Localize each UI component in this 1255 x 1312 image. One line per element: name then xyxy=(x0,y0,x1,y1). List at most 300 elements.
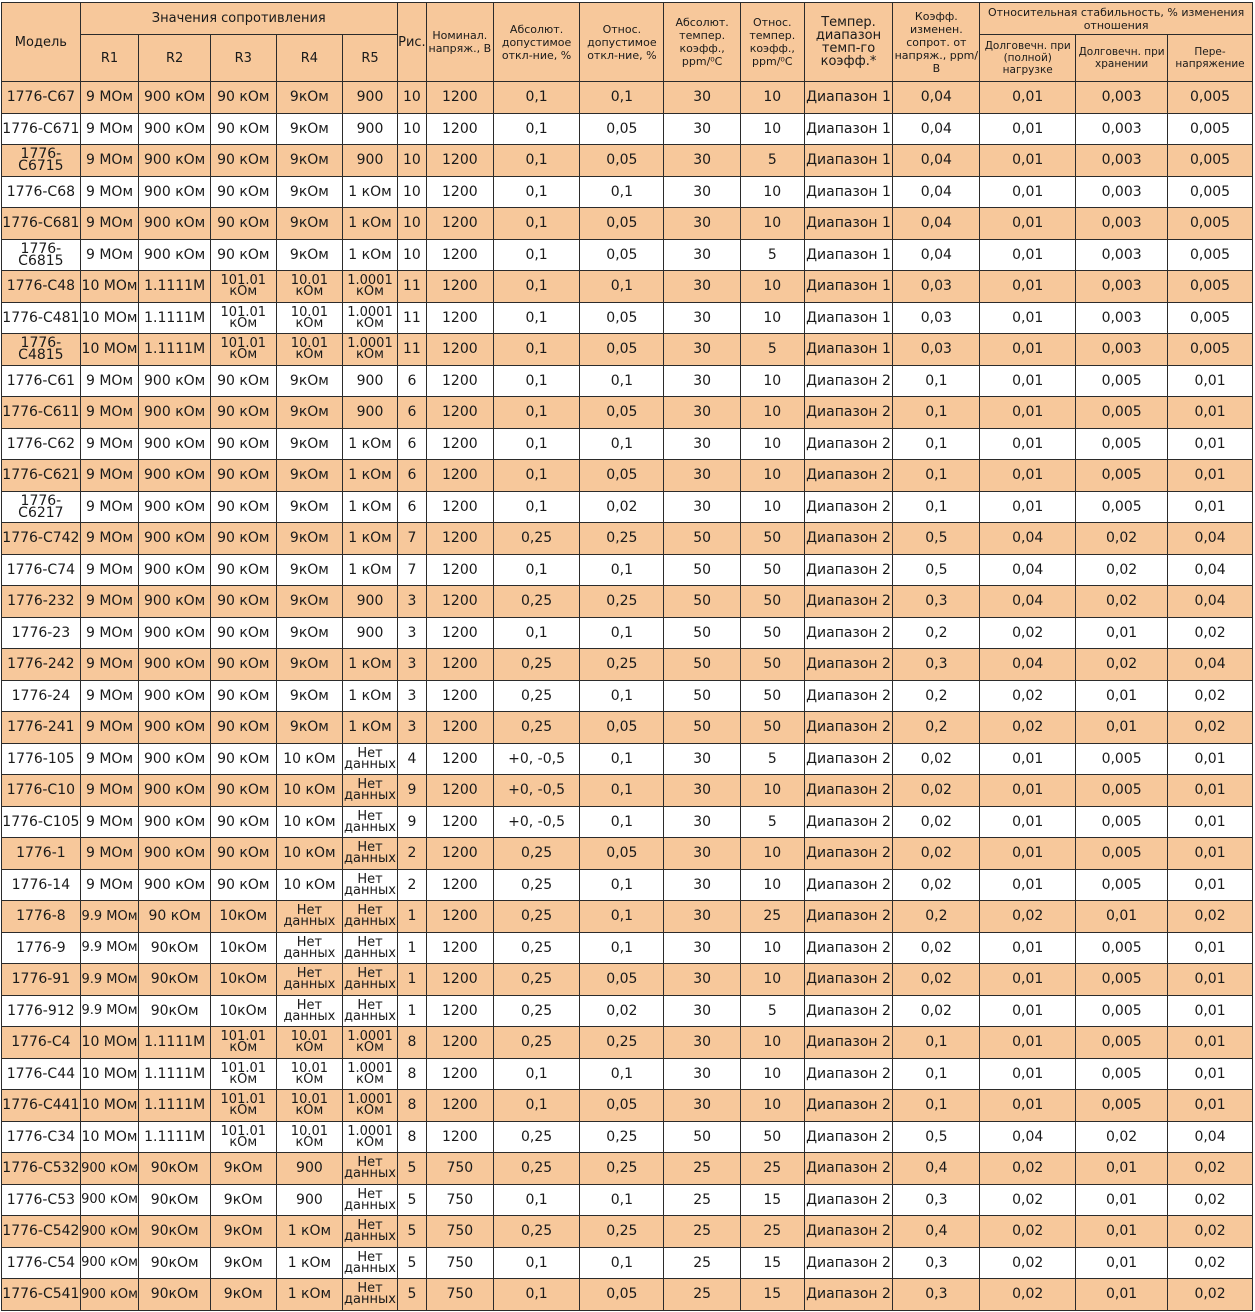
cell-rel-tc: 25 xyxy=(741,901,805,933)
cell-r5: 1 кОм xyxy=(343,428,398,460)
cell-r1: 900 кОм xyxy=(80,1216,139,1248)
cell-abs-tol: 0,1 xyxy=(493,460,580,492)
cell-vcr: 0,04 xyxy=(893,176,980,208)
cell-stab-storage: 0,01 xyxy=(1076,680,1168,712)
cell-rel-tc: 10 xyxy=(741,82,805,114)
cell-voltage: 1200 xyxy=(427,271,494,303)
table-row xyxy=(2,1216,1253,1248)
cell-stab-storage: 0,005 xyxy=(1076,869,1168,901)
cell-fig: 5 xyxy=(397,1153,426,1185)
cell-rel-tc: 50 xyxy=(741,586,805,618)
table-row xyxy=(2,460,1253,492)
cell-stab-storage: 0,005 xyxy=(1076,806,1168,838)
cell-stab-load: 0,02 xyxy=(980,1153,1076,1185)
cell-rel-tc: 10 xyxy=(741,1027,805,1059)
cell-abs-tc: 30 xyxy=(664,743,741,775)
cell-abs-tol: 0,25 xyxy=(493,1153,580,1185)
cell-r2: 900 кОм xyxy=(139,460,211,492)
cell-r4: 10.01 кОм xyxy=(276,1027,343,1059)
col-r1-header: R1 xyxy=(80,35,139,82)
cell-r1: 10 MОм xyxy=(80,1121,139,1153)
cell-r5: 1.0001 кОм xyxy=(343,334,398,366)
cell-rel-tc: 25 xyxy=(741,1216,805,1248)
cell-abs-tc: 25 xyxy=(664,1279,741,1311)
cell-model: 1776-C542 xyxy=(2,1216,81,1248)
cell-rel-tol: 0,1 xyxy=(580,1058,664,1090)
cell-abs-tol: 0,25 xyxy=(493,1027,580,1059)
cell-stab-load: 0,01 xyxy=(980,806,1076,838)
cell-voltage: 1200 xyxy=(427,869,494,901)
cell-voltage: 750 xyxy=(427,1279,494,1311)
cell-stab-load: 0,01 xyxy=(980,82,1076,114)
cell-model: 1776-C671 xyxy=(2,113,81,145)
cell-r3: 90 кОм xyxy=(210,82,276,114)
cell-r2: 1.1111M xyxy=(139,271,211,303)
cell-abs-tc: 30 xyxy=(664,302,741,334)
cell-abs-tol: 0,1 xyxy=(493,1279,580,1311)
cell-r5: 900 xyxy=(343,82,398,114)
cell-abs-tc: 30 xyxy=(664,460,741,492)
cell-r3: 101.01 кОм xyxy=(210,271,276,303)
cell-r5: 1 кОм xyxy=(343,491,398,523)
cell-vcr: 0,1 xyxy=(893,1058,980,1090)
cell-abs-tc: 50 xyxy=(664,712,741,744)
cell-r4: 1 кОм xyxy=(276,1247,343,1279)
cell-rel-tol: 0,05 xyxy=(580,239,664,271)
cell-r3: 90 кОм xyxy=(210,775,276,807)
cell-r5: Нет данных xyxy=(343,869,398,901)
cell-r4: Нет данных xyxy=(276,932,343,964)
cell-r5: Нет данных xyxy=(343,775,398,807)
cell-abs-tc: 50 xyxy=(664,617,741,649)
cell-stab-load: 0,01 xyxy=(980,491,1076,523)
cell-r2: 900 кОм xyxy=(139,176,211,208)
cell-vcr: 0,04 xyxy=(893,239,980,271)
cell-stab-load: 0,01 xyxy=(980,365,1076,397)
col-fig-header: Рис. xyxy=(397,3,426,82)
cell-abs-tc: 30 xyxy=(664,1090,741,1122)
table-row xyxy=(2,838,1253,870)
cell-rel-tc: 10 xyxy=(741,932,805,964)
cell-temp-range: Диапазон 1 xyxy=(804,145,893,177)
cell-stab-overvolt: 0,01 xyxy=(1168,1058,1253,1090)
cell-model: 1776-C4 xyxy=(2,1027,81,1059)
cell-vcr: 0,02 xyxy=(893,838,980,870)
cell-r2: 900 кОм xyxy=(139,239,211,271)
cell-r2: 900 кОм xyxy=(139,712,211,744)
cell-abs-tc: 30 xyxy=(664,1027,741,1059)
cell-voltage: 1200 xyxy=(427,964,494,996)
cell-r5: 900 xyxy=(343,365,398,397)
cell-model: 1776-C4815 xyxy=(2,334,81,366)
cell-fig: 9 xyxy=(397,806,426,838)
cell-rel-tol: 0,1 xyxy=(580,1184,664,1216)
cell-rel-tol: 0,25 xyxy=(580,1027,664,1059)
cell-stab-load: 0,02 xyxy=(980,617,1076,649)
cell-r2: 1.1111M xyxy=(139,1121,211,1153)
cell-voltage: 1200 xyxy=(427,932,494,964)
cell-r1: 9 MОм xyxy=(80,176,139,208)
cell-rel-tc: 50 xyxy=(741,523,805,555)
cell-r4: 9кОм xyxy=(276,239,343,271)
cell-r2: 1.1111M xyxy=(139,302,211,334)
cell-stab-load: 0,02 xyxy=(980,1279,1076,1311)
cell-vcr: 0,1 xyxy=(893,397,980,429)
cell-voltage: 1200 xyxy=(427,208,494,240)
cell-rel-tc: 15 xyxy=(741,1247,805,1279)
cell-abs-tol: 0,1 xyxy=(493,1090,580,1122)
cell-abs-tol: 0,25 xyxy=(493,586,580,618)
cell-r4: 9кОм xyxy=(276,491,343,523)
cell-model: 1776-912 xyxy=(2,995,81,1027)
cell-r4: 9кОм xyxy=(276,460,343,492)
cell-rel-tc: 10 xyxy=(741,365,805,397)
cell-temp-range: Диапазон 2 xyxy=(804,743,893,775)
cell-r1: 9 MОм xyxy=(80,208,139,240)
cell-r1: 9 MОм xyxy=(80,397,139,429)
cell-r1: 9 MОм xyxy=(80,586,139,618)
cell-stab-overvolt: 0,01 xyxy=(1168,1090,1253,1122)
cell-abs-tol: 0,1 xyxy=(493,397,580,429)
table-row xyxy=(2,365,1253,397)
cell-r4: 9кОм xyxy=(276,176,343,208)
cell-vcr: 0,02 xyxy=(893,964,980,996)
cell-temp-range: Диапазон 2 xyxy=(804,712,893,744)
cell-r1: 9 MОм xyxy=(80,113,139,145)
table-row xyxy=(2,397,1253,429)
table-row xyxy=(2,1153,1253,1185)
cell-r3: 101.01 кОм xyxy=(210,1121,276,1153)
cell-stab-storage: 0,003 xyxy=(1076,334,1168,366)
table-row xyxy=(2,208,1253,240)
cell-vcr: 0,3 xyxy=(893,649,980,681)
cell-voltage: 1200 xyxy=(427,302,494,334)
cell-abs-tc: 30 xyxy=(664,869,741,901)
cell-r5: 900 xyxy=(343,397,398,429)
cell-temp-range: Диапазон 2 xyxy=(804,1121,893,1153)
cell-abs-tol: 0,25 xyxy=(493,869,580,901)
cell-vcr: 0,3 xyxy=(893,586,980,618)
cell-r4: 9кОм xyxy=(276,208,343,240)
table-row xyxy=(2,334,1253,366)
cell-abs-tol: 0,1 xyxy=(493,271,580,303)
col-model-header: Модель xyxy=(2,3,81,82)
cell-voltage: 1200 xyxy=(427,712,494,744)
col-r4-header: R4 xyxy=(276,35,343,82)
table-row xyxy=(2,680,1253,712)
cell-rel-tc: 10 xyxy=(741,460,805,492)
cell-abs-tol: 0,1 xyxy=(493,334,580,366)
cell-rel-tc: 5 xyxy=(741,743,805,775)
cell-abs-tol: 0,1 xyxy=(493,491,580,523)
cell-temp-range: Диапазон 2 xyxy=(804,1279,893,1311)
cell-abs-tol: 0,25 xyxy=(493,1216,580,1248)
cell-r2: 900 кОм xyxy=(139,397,211,429)
cell-r2: 900 кОм xyxy=(139,743,211,775)
cell-r4: 9кОм xyxy=(276,649,343,681)
cell-abs-tc: 30 xyxy=(664,806,741,838)
cell-stab-storage: 0,003 xyxy=(1076,113,1168,145)
cell-r2: 900 кОм xyxy=(139,869,211,901)
cell-stab-load: 0,01 xyxy=(980,1027,1076,1059)
cell-rel-tc: 5 xyxy=(741,995,805,1027)
cell-stab-load: 0,04 xyxy=(980,1121,1076,1153)
cell-r4: 10.01 кОм xyxy=(276,1090,343,1122)
cell-r5: Нет данных xyxy=(343,964,398,996)
cell-stab-overvolt: 0,01 xyxy=(1168,964,1253,996)
cell-r3: 90 кОм xyxy=(210,208,276,240)
cell-abs-tc: 30 xyxy=(664,995,741,1027)
cell-stab-storage: 0,02 xyxy=(1076,649,1168,681)
cell-abs-tc: 25 xyxy=(664,1247,741,1279)
cell-stab-load: 0,04 xyxy=(980,523,1076,555)
cell-r3: 90 кОм xyxy=(210,491,276,523)
cell-model: 1776-C481 xyxy=(2,302,81,334)
cell-rel-tc: 10 xyxy=(741,302,805,334)
cell-r2: 1.1111M xyxy=(139,1058,211,1090)
cell-r2: 900 кОм xyxy=(139,680,211,712)
cell-rel-tc: 15 xyxy=(741,1184,805,1216)
cell-model: 1776-91 xyxy=(2,964,81,996)
cell-r3: 90 кОм xyxy=(210,145,276,177)
cell-r1: 9 MОм xyxy=(80,838,139,870)
cell-r4: 10 кОм xyxy=(276,743,343,775)
cell-rel-tol: 0,05 xyxy=(580,838,664,870)
cell-stab-load: 0,01 xyxy=(980,775,1076,807)
cell-r1: 9 MОм xyxy=(80,869,139,901)
cell-stab-storage: 0,02 xyxy=(1076,523,1168,555)
cell-abs-tol: 0,25 xyxy=(493,901,580,933)
cell-vcr: 0,4 xyxy=(893,1153,980,1185)
cell-r4: 9кОм xyxy=(276,617,343,649)
cell-abs-tc: 30 xyxy=(664,271,741,303)
table-row xyxy=(2,1184,1253,1216)
cell-rel-tol: 0,05 xyxy=(580,145,664,177)
cell-fig: 3 xyxy=(397,649,426,681)
cell-voltage: 750 xyxy=(427,1216,494,1248)
cell-rel-tol: 0,1 xyxy=(580,428,664,460)
cell-r5: 1.0001 кОм xyxy=(343,1121,398,1153)
cell-stab-overvolt: 0,02 xyxy=(1168,680,1253,712)
cell-vcr: 0,1 xyxy=(893,1027,980,1059)
cell-fig: 6 xyxy=(397,397,426,429)
table-row xyxy=(2,869,1253,901)
cell-r5: 1 кОм xyxy=(343,176,398,208)
cell-model: 1776-C532 xyxy=(2,1153,81,1185)
cell-rel-tc: 5 xyxy=(741,334,805,366)
cell-rel-tc: 10 xyxy=(741,271,805,303)
cell-stab-load: 0,01 xyxy=(980,145,1076,177)
cell-r3: 90 кОм xyxy=(210,523,276,555)
cell-voltage: 1200 xyxy=(427,806,494,838)
cell-model: 1776-14 xyxy=(2,869,81,901)
cell-r4: 1 кОм xyxy=(276,1216,343,1248)
cell-vcr: 0,02 xyxy=(893,869,980,901)
cell-vcr: 0,1 xyxy=(893,460,980,492)
cell-r4: 10.01 кОм xyxy=(276,302,343,334)
cell-voltage: 1200 xyxy=(427,649,494,681)
cell-abs-tol: 0,1 xyxy=(493,1247,580,1279)
cell-temp-range: Диапазон 2 xyxy=(804,932,893,964)
cell-r2: 900 кОм xyxy=(139,208,211,240)
cell-fig: 6 xyxy=(397,460,426,492)
cell-model: 1776-C10 xyxy=(2,775,81,807)
cell-r1: 9 MОм xyxy=(80,428,139,460)
cell-temp-range: Диапазон 1 xyxy=(804,82,893,114)
cell-stab-overvolt: 0,04 xyxy=(1168,649,1253,681)
cell-rel-tol: 0,25 xyxy=(580,1216,664,1248)
cell-r3: 90 кОм xyxy=(210,617,276,649)
cell-stab-overvolt: 0,005 xyxy=(1168,334,1253,366)
cell-rel-tol: 0,05 xyxy=(580,208,664,240)
cell-stab-overvolt: 0,01 xyxy=(1168,491,1253,523)
cell-model: 1776-242 xyxy=(2,649,81,681)
table-row xyxy=(2,1279,1253,1311)
cell-vcr: 0,03 xyxy=(893,334,980,366)
cell-vcr: 0,1 xyxy=(893,1090,980,1122)
cell-temp-range: Диапазон 2 xyxy=(804,1153,893,1185)
cell-vcr: 0,03 xyxy=(893,271,980,303)
cell-abs-tc: 30 xyxy=(664,1058,741,1090)
cell-stab-storage: 0,003 xyxy=(1076,302,1168,334)
cell-stab-overvolt: 0,02 xyxy=(1168,1153,1253,1185)
cell-stab-storage: 0,01 xyxy=(1076,1216,1168,1248)
cell-stab-storage: 0,005 xyxy=(1076,995,1168,1027)
cell-abs-tc: 30 xyxy=(664,964,741,996)
col-voltage-header: Номинал. напряж., В xyxy=(427,3,494,82)
cell-r1: 9 MОм xyxy=(80,523,139,555)
stability-group-header: Относительная стабильность, % изменения отношения xyxy=(980,3,1253,35)
cell-stab-load: 0,01 xyxy=(980,932,1076,964)
cell-r2: 90кОм xyxy=(139,1216,211,1248)
cell-voltage: 1200 xyxy=(427,1027,494,1059)
cell-rel-tol: 0,25 xyxy=(580,649,664,681)
cell-vcr: 0,3 xyxy=(893,1247,980,1279)
cell-model: 1776-232 xyxy=(2,586,81,618)
cell-vcr: 0,02 xyxy=(893,806,980,838)
cell-r3: 101.01 кОм xyxy=(210,334,276,366)
cell-model: 1776-23 xyxy=(2,617,81,649)
cell-stab-overvolt: 0,01 xyxy=(1168,775,1253,807)
cell-vcr: 0,02 xyxy=(893,743,980,775)
cell-r2: 900 кОм xyxy=(139,806,211,838)
cell-r1: 9.9 MОм xyxy=(80,995,139,1027)
cell-stab-load: 0,01 xyxy=(980,964,1076,996)
cell-r3: 10кОм xyxy=(210,995,276,1027)
cell-r5: Нет данных xyxy=(343,1184,398,1216)
cell-temp-range: Диапазон 1 xyxy=(804,334,893,366)
cell-temp-range: Диапазон 2 xyxy=(804,775,893,807)
cell-voltage: 1200 xyxy=(427,617,494,649)
cell-r2: 900 кОм xyxy=(139,82,211,114)
cell-r5: 1 кОм xyxy=(343,649,398,681)
cell-stab-overvolt: 0,02 xyxy=(1168,1279,1253,1311)
cell-voltage: 1200 xyxy=(427,554,494,586)
cell-rel-tol: 0,1 xyxy=(580,901,664,933)
cell-temp-range: Диапазон 1 xyxy=(804,113,893,145)
cell-stab-storage: 0,02 xyxy=(1076,586,1168,618)
cell-r5: 900 xyxy=(343,586,398,618)
col-vcr-header: Коэфф. изменен. сопрот. от напряж., ppm/В xyxy=(893,3,980,82)
cell-r4: 10 кОм xyxy=(276,775,343,807)
cell-r4: 9кОм xyxy=(276,82,343,114)
cell-r5: 1.0001 кОм xyxy=(343,1090,398,1122)
cell-abs-tol: 0,1 xyxy=(493,617,580,649)
cell-vcr: 0,02 xyxy=(893,995,980,1027)
cell-r5: 1 кОм xyxy=(343,712,398,744)
cell-voltage: 750 xyxy=(427,1153,494,1185)
table-row xyxy=(2,239,1253,271)
cell-rel-tc: 10 xyxy=(741,491,805,523)
cell-vcr: 0,3 xyxy=(893,1184,980,1216)
cell-stab-overvolt: 0,04 xyxy=(1168,586,1253,618)
cell-r2: 900 кОм xyxy=(139,365,211,397)
cell-abs-tc: 50 xyxy=(664,523,741,555)
cell-r1: 900 кОм xyxy=(80,1279,139,1311)
cell-rel-tc: 50 xyxy=(741,649,805,681)
cell-voltage: 1200 xyxy=(427,901,494,933)
cell-r3: 9кОм xyxy=(210,1247,276,1279)
cell-stab-load: 0,02 xyxy=(980,1247,1076,1279)
table-row xyxy=(2,1027,1253,1059)
cell-r3: 10кОм xyxy=(210,932,276,964)
cell-r1: 9.9 MОм xyxy=(80,901,139,933)
cell-temp-range: Диапазон 2 xyxy=(804,1184,893,1216)
cell-model: 1776-C54 xyxy=(2,1247,81,1279)
col-temp-range-header: Темпер. диапазон темп-го коэфф.* xyxy=(804,3,893,82)
cell-fig: 3 xyxy=(397,617,426,649)
cell-r3: 90 кОм xyxy=(210,397,276,429)
cell-r5: 1.0001 кОм xyxy=(343,1027,398,1059)
cell-temp-range: Диапазон 1 xyxy=(804,302,893,334)
cell-voltage: 1200 xyxy=(427,995,494,1027)
cell-model: 1776-C6217 xyxy=(2,491,81,523)
cell-r2: 900 кОм xyxy=(139,145,211,177)
cell-stab-overvolt: 0,01 xyxy=(1168,428,1253,460)
col-abs-tol-header: Абсолют. допустимое откл-ние, % xyxy=(493,3,580,82)
cell-temp-range: Диапазон 2 xyxy=(804,1216,893,1248)
cell-temp-range: Диапазон 2 xyxy=(804,1247,893,1279)
table-row xyxy=(2,617,1253,649)
cell-stab-load: 0,04 xyxy=(980,586,1076,618)
cell-abs-tc: 50 xyxy=(664,554,741,586)
cell-stab-overvolt: 0,005 xyxy=(1168,82,1253,114)
cell-r2: 900 кОм xyxy=(139,649,211,681)
cell-abs-tol: 0,1 xyxy=(493,82,580,114)
cell-temp-range: Диапазон 2 xyxy=(804,1090,893,1122)
cell-r3: 90 кОм xyxy=(210,806,276,838)
cell-abs-tol: 0,25 xyxy=(493,680,580,712)
cell-vcr: 0,2 xyxy=(893,712,980,744)
col-r3-header: R3 xyxy=(210,35,276,82)
cell-model: 1776-8 xyxy=(2,901,81,933)
cell-vcr: 0,3 xyxy=(893,1279,980,1311)
cell-temp-range: Диапазон 2 xyxy=(804,460,893,492)
cell-stab-storage: 0,003 xyxy=(1076,82,1168,114)
cell-r5: 900 xyxy=(343,113,398,145)
cell-stab-storage: 0,02 xyxy=(1076,554,1168,586)
cell-temp-range: Диапазон 1 xyxy=(804,239,893,271)
cell-rel-tc: 50 xyxy=(741,554,805,586)
cell-rel-tc: 10 xyxy=(741,397,805,429)
cell-rel-tc: 5 xyxy=(741,145,805,177)
cell-rel-tc: 10 xyxy=(741,176,805,208)
cell-vcr: 0,2 xyxy=(893,617,980,649)
cell-model: 1776-24 xyxy=(2,680,81,712)
cell-fig: 8 xyxy=(397,1121,426,1153)
cell-r3: 9кОм xyxy=(210,1279,276,1311)
cell-stab-storage: 0,01 xyxy=(1076,1247,1168,1279)
